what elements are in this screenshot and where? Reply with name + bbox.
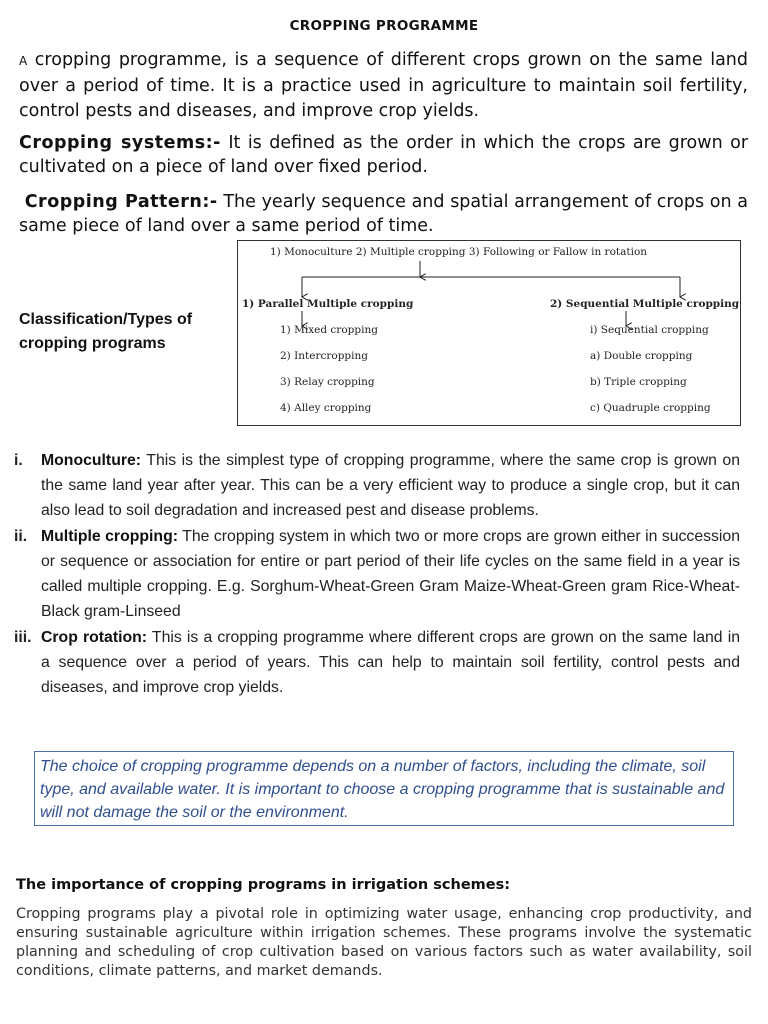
diagram-right-item: i) Sequential cropping — [590, 324, 709, 336]
cropping-systems-term: Cropping systems:- — [19, 133, 221, 153]
diagram-left-item: 2) Intercropping — [280, 350, 368, 362]
diagram-right-head: 2) Sequential Multiple cropping — [550, 298, 740, 310]
list-body — [41, 625, 740, 700]
diagram-left-head: 1) Parallel Multiple cropping — [242, 298, 414, 310]
page-title: CROPPING PROGRAMME — [289, 18, 479, 34]
diagram-left-item: 4) Alley cropping — [280, 402, 372, 414]
list-text: This is a cropping programme where different crops are grown on the same land in a sequence over a period of years. This can help to maintain soil fertility, control pests and diseases, and improve crop yields. — [41, 629, 740, 696]
cropping-systems-definition — [19, 131, 748, 179]
intro-paragraph — [19, 48, 748, 124]
note-box: The choice of cropping programme depends on a number of factors, including the climate, soil type, and available water. It is important to choose a cropping programme that is sustainable and will not damage the soil or the environment. — [34, 751, 734, 826]
list-number: iii. — [14, 629, 32, 646]
cropping-pattern-definition — [19, 190, 748, 238]
list-item — [10, 524, 740, 624]
list-text: This is the simplest type of cropping programme, where the same crop is grown on the same land year after year. This can be a very efficient way to produce a single crop, but it can also lead to soil degradation and increased pest and disease problems. — [41, 452, 740, 519]
list-text: The cropping system in which two or more crops are grown either in succession or sequence or association for entire or part period of their life cycles on the same field in a year is called multiple cropping. E.g. Sorghum-Wheat-Green Gram Maize-Wheat-Green gram Rice-Wheat-Black gram-Linseed — [41, 528, 740, 620]
cropping-pattern-text: The yearly sequence and spatial arrangement of crops on a same piece of land over a same period of time. — [19, 192, 748, 236]
list-body — [41, 448, 740, 523]
diagram-right-item: a) Double cropping — [590, 350, 693, 362]
list-term: Monoculture: — [41, 452, 142, 469]
list-term: Crop rotation: — [41, 629, 148, 646]
list-item — [10, 448, 740, 523]
cropping-systems-text: It is defined as the order in which the crops are grown or cultivated on a piece of land over fixed period. — [19, 133, 749, 177]
list-term: Multiple cropping: — [41, 528, 178, 545]
classification-label: Classification/Types of cropping programs — [19, 311, 193, 352]
intro-first-letter: A — [19, 54, 28, 68]
list-number: i. — [14, 452, 23, 469]
diagram-top-line: 1) Monoculture 2) Multiple cropping 3) Following or Fallow in rotation — [270, 246, 648, 258]
diagram-left-item: 3) Relay cropping — [280, 376, 375, 388]
importance-body: Cropping programs play a pivotal role in optimizing water usage, enhancing crop productivity, and ensuring sustainable agriculture within irrigation schemes. These programs involve the systematic planning and scheduling of crop cultivation based on various factors such as water availability, soil conditions, climate patterns, and market demands. — [16, 906, 752, 979]
types-list — [10, 448, 740, 701]
diagram-right-item: b) Triple cropping — [590, 376, 687, 388]
cropping-pattern-term: Cropping Pattern:- — [24, 192, 218, 212]
intro-text: cropping programme, is a sequence of different crops grown on the same land over a period of time. It is a practice used in agriculture to maintain soil fertility, control pests and diseases, and improve crop yields. — [19, 50, 748, 121]
list-body — [41, 524, 740, 624]
diagram-left-item: 1) Mixed cropping — [280, 324, 378, 336]
list-item — [10, 625, 740, 700]
list-number: ii. — [14, 528, 28, 545]
diagram-right-item: c) Quadruple cropping — [590, 402, 711, 414]
importance-heading: The importance of cropping programs in irrigation schemes: — [16, 877, 511, 893]
classification-diagram — [237, 240, 741, 426]
